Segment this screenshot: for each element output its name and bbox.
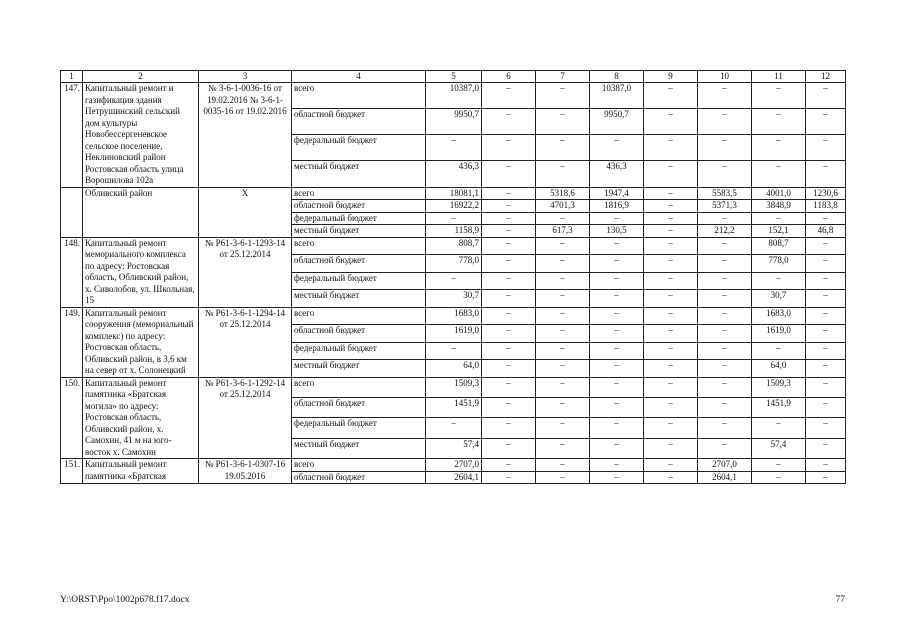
value-cell: – bbox=[482, 459, 536, 472]
value-cell: – bbox=[644, 272, 698, 290]
value-cell: – bbox=[426, 272, 482, 290]
value-cell: – bbox=[644, 438, 698, 458]
value-cell: – bbox=[482, 109, 536, 135]
funding-source: местный бюджет bbox=[292, 161, 426, 187]
value-cell: – bbox=[536, 377, 590, 397]
value-cell: 64,0 bbox=[752, 360, 806, 378]
value-cell: – bbox=[752, 109, 806, 135]
value-cell: 1816,9 bbox=[590, 200, 644, 213]
value-cell: – bbox=[806, 135, 846, 161]
value-cell: – bbox=[482, 187, 536, 200]
object-name: Капитальный ремонт памятника «Братская bbox=[83, 459, 199, 484]
value-cell: 9950,7 bbox=[590, 109, 644, 135]
value-cell: 1683,0 bbox=[426, 307, 482, 325]
value-cell: – bbox=[644, 237, 698, 255]
document-code: № Р61-3-6-1-1294-14 от 25.12.2014 bbox=[199, 307, 292, 377]
value-cell: 436,3 bbox=[590, 161, 644, 187]
value-cell: – bbox=[536, 161, 590, 187]
value-cell: – bbox=[698, 377, 752, 397]
value-cell: 64,0 bbox=[426, 360, 482, 378]
value-cell: – bbox=[698, 135, 752, 161]
funding-source: местный бюджет bbox=[292, 225, 426, 238]
value-cell: – bbox=[644, 212, 698, 225]
value-cell: – bbox=[644, 377, 698, 397]
value-cell: – bbox=[590, 438, 644, 458]
value-cell: – bbox=[644, 471, 698, 484]
value-cell: – bbox=[644, 255, 698, 273]
funding-source: федеральный бюджет bbox=[292, 342, 426, 360]
table-row bbox=[61, 377, 846, 397]
value-cell: – bbox=[590, 212, 644, 225]
funding-source: всего bbox=[292, 377, 426, 397]
value-cell: – bbox=[590, 272, 644, 290]
column-header: 9 bbox=[644, 71, 698, 83]
value-cell: – bbox=[536, 397, 590, 417]
funding-source: всего bbox=[292, 187, 426, 200]
value-cell: – bbox=[752, 161, 806, 187]
row-index bbox=[61, 187, 83, 237]
value-cell: 130,5 bbox=[590, 225, 644, 238]
document-code: № Р61-3-6-1-0307-16 19.05.2016 bbox=[199, 459, 292, 484]
value-cell: 1947,4 bbox=[590, 187, 644, 200]
object-name: Обливский район bbox=[83, 187, 199, 237]
value-cell: 212,2 bbox=[698, 225, 752, 238]
column-header: 1 bbox=[61, 71, 83, 83]
value-cell: – bbox=[698, 397, 752, 417]
value-cell: 10387,0 bbox=[426, 83, 482, 109]
column-header: 6 bbox=[482, 71, 536, 83]
value-cell: – bbox=[806, 418, 846, 438]
value-cell: 1619,0 bbox=[752, 325, 806, 343]
value-cell: – bbox=[806, 459, 846, 472]
table-row bbox=[61, 237, 846, 255]
value-cell: 4001,0 bbox=[752, 187, 806, 200]
document-code: Х bbox=[199, 187, 292, 237]
row-index: 147. bbox=[61, 83, 83, 188]
value-cell: – bbox=[752, 212, 806, 225]
value-cell: 2707,0 bbox=[698, 459, 752, 472]
value-cell: – bbox=[806, 272, 846, 290]
value-cell: – bbox=[482, 135, 536, 161]
row-index: 149. bbox=[61, 307, 83, 377]
row-index: 150. bbox=[61, 377, 83, 459]
column-header: 7 bbox=[536, 71, 590, 83]
value-cell: – bbox=[536, 471, 590, 484]
value-cell: – bbox=[806, 397, 846, 417]
table-row bbox=[61, 307, 846, 325]
value-cell: – bbox=[806, 109, 846, 135]
column-header: 4 bbox=[292, 71, 426, 83]
column-header: 10 bbox=[698, 71, 752, 83]
value-cell: 4701,3 bbox=[536, 200, 590, 213]
funding-source: областной бюджет bbox=[292, 471, 426, 484]
value-cell: – bbox=[590, 418, 644, 438]
value-cell: – bbox=[536, 290, 590, 308]
column-header: 2 bbox=[83, 71, 199, 83]
value-cell: – bbox=[644, 397, 698, 417]
value-cell: – bbox=[806, 237, 846, 255]
funding-source: федеральный бюджет bbox=[292, 135, 426, 161]
funding-source: федеральный бюджет bbox=[292, 212, 426, 225]
value-cell: – bbox=[644, 325, 698, 343]
funding-source: всего bbox=[292, 83, 426, 109]
value-cell: 16922,2 bbox=[426, 200, 482, 213]
value-cell: 9950,7 bbox=[426, 109, 482, 135]
value-cell: – bbox=[482, 307, 536, 325]
value-cell: – bbox=[644, 307, 698, 325]
column-header: 3 bbox=[199, 71, 292, 83]
row-index: 148. bbox=[61, 237, 83, 307]
value-cell: – bbox=[482, 83, 536, 109]
value-cell: – bbox=[698, 255, 752, 273]
value-cell: 778,0 bbox=[752, 255, 806, 273]
value-cell: – bbox=[482, 237, 536, 255]
value-cell: – bbox=[806, 290, 846, 308]
value-cell: 1183,8 bbox=[806, 200, 846, 213]
value-cell: – bbox=[536, 459, 590, 472]
value-cell: – bbox=[590, 135, 644, 161]
value-cell: – bbox=[752, 342, 806, 360]
value-cell: – bbox=[698, 272, 752, 290]
column-header: 8 bbox=[590, 71, 644, 83]
value-cell: – bbox=[698, 290, 752, 308]
object-name: Капитальный ремонт памятника «Братская могила» по адресу: Ростовская область, Обливский район, х. Самохин, 41 м на юго-восток х. Самохин bbox=[83, 377, 199, 459]
value-cell: – bbox=[644, 161, 698, 187]
value-cell: – bbox=[752, 471, 806, 484]
funding-source: федеральный бюджет bbox=[292, 418, 426, 438]
value-cell: – bbox=[698, 438, 752, 458]
value-cell: – bbox=[698, 418, 752, 438]
value-cell: 1509,3 bbox=[752, 377, 806, 397]
column-header: 5 bbox=[426, 71, 482, 83]
column-header: 11 bbox=[752, 71, 806, 83]
value-cell: 30,7 bbox=[752, 290, 806, 308]
value-cell: – bbox=[426, 212, 482, 225]
table-row bbox=[61, 459, 846, 472]
funding-source: всего bbox=[292, 459, 426, 472]
value-cell: – bbox=[752, 83, 806, 109]
funding-source: местный бюджет bbox=[292, 438, 426, 458]
value-cell: – bbox=[806, 377, 846, 397]
funding-source: местный бюджет bbox=[292, 360, 426, 378]
value-cell: 46,8 bbox=[806, 225, 846, 238]
value-cell: 1451,9 bbox=[426, 397, 482, 417]
value-cell: 57,4 bbox=[426, 438, 482, 458]
value-cell: – bbox=[482, 161, 536, 187]
value-cell: – bbox=[590, 397, 644, 417]
funding-source: областной бюджет bbox=[292, 397, 426, 417]
value-cell: 2604,1 bbox=[698, 471, 752, 484]
value-cell: – bbox=[482, 325, 536, 343]
value-cell: – bbox=[536, 360, 590, 378]
value-cell: – bbox=[536, 438, 590, 458]
value-cell: – bbox=[482, 438, 536, 458]
value-cell: 617,3 bbox=[536, 225, 590, 238]
value-cell: – bbox=[644, 187, 698, 200]
value-cell: 2707,0 bbox=[426, 459, 482, 472]
budget-table bbox=[60, 70, 846, 484]
value-cell: – bbox=[426, 135, 482, 161]
value-cell: 808,7 bbox=[752, 237, 806, 255]
value-cell: 778,0 bbox=[426, 255, 482, 273]
value-cell: – bbox=[482, 272, 536, 290]
value-cell: – bbox=[482, 418, 536, 438]
value-cell: – bbox=[644, 83, 698, 109]
table-row bbox=[61, 187, 846, 200]
value-cell: 436,3 bbox=[426, 161, 482, 187]
value-cell: – bbox=[590, 459, 644, 472]
value-cell: – bbox=[644, 109, 698, 135]
value-cell: – bbox=[644, 418, 698, 438]
value-cell: – bbox=[426, 418, 482, 438]
value-cell: – bbox=[482, 200, 536, 213]
value-cell: 152,1 bbox=[752, 225, 806, 238]
value-cell: – bbox=[536, 418, 590, 438]
value-cell: – bbox=[698, 109, 752, 135]
value-cell: – bbox=[482, 342, 536, 360]
value-cell: – bbox=[806, 161, 846, 187]
value-cell: – bbox=[644, 360, 698, 378]
value-cell: 1619,0 bbox=[426, 325, 482, 343]
value-cell: – bbox=[806, 360, 846, 378]
value-cell: 1683,0 bbox=[752, 307, 806, 325]
value-cell: – bbox=[536, 272, 590, 290]
value-cell: – bbox=[590, 307, 644, 325]
value-cell: – bbox=[536, 135, 590, 161]
value-cell: – bbox=[752, 135, 806, 161]
value-cell: – bbox=[806, 83, 846, 109]
value-cell: – bbox=[590, 237, 644, 255]
value-cell: – bbox=[644, 290, 698, 308]
header-row bbox=[61, 71, 846, 83]
value-cell: – bbox=[698, 212, 752, 225]
value-cell: – bbox=[806, 342, 846, 360]
value-cell: – bbox=[482, 360, 536, 378]
value-cell: – bbox=[590, 377, 644, 397]
value-cell: – bbox=[644, 342, 698, 360]
value-cell: 3848,9 bbox=[752, 200, 806, 213]
value-cell: – bbox=[806, 471, 846, 484]
value-cell: – bbox=[590, 360, 644, 378]
value-cell: – bbox=[482, 397, 536, 417]
value-cell: – bbox=[536, 237, 590, 255]
funding-source: областной бюджет bbox=[292, 255, 426, 273]
value-cell: – bbox=[590, 255, 644, 273]
value-cell: – bbox=[590, 325, 644, 343]
value-cell: 1158,9 bbox=[426, 225, 482, 238]
value-cell: – bbox=[482, 471, 536, 484]
value-cell: 5371,3 bbox=[698, 200, 752, 213]
value-cell: – bbox=[698, 237, 752, 255]
value-cell: 1230,6 bbox=[806, 187, 846, 200]
value-cell: – bbox=[590, 290, 644, 308]
value-cell: 2604,1 bbox=[426, 471, 482, 484]
value-cell: – bbox=[698, 83, 752, 109]
value-cell: – bbox=[536, 212, 590, 225]
value-cell: 5318,6 bbox=[536, 187, 590, 200]
value-cell: 18081,1 bbox=[426, 187, 482, 200]
value-cell: – bbox=[806, 438, 846, 458]
funding-source: областной бюджет bbox=[292, 109, 426, 135]
value-cell: – bbox=[426, 342, 482, 360]
value-cell: – bbox=[698, 342, 752, 360]
funding-source: областной бюджет bbox=[292, 325, 426, 343]
object-name: Капитальный ремонт и газификация здания Петрушинский сельский дом культуры Новобессергеневское сельское поселение, Неклиновский район Ростовская область улица Ворошилова 102а bbox=[83, 83, 199, 188]
value-cell: 30,7 bbox=[426, 290, 482, 308]
row-index: 151. bbox=[61, 459, 83, 484]
value-cell: – bbox=[806, 212, 846, 225]
document-code: № Р61-3-6-1-1292-14 от 25.12.2014 bbox=[199, 377, 292, 459]
value-cell: – bbox=[482, 377, 536, 397]
value-cell: – bbox=[644, 225, 698, 238]
value-cell: – bbox=[482, 290, 536, 308]
value-cell: – bbox=[644, 135, 698, 161]
object-name: Капитальный ремонт мемориального комплекса по адресу: Ростовская область, Обливский район, х. Сиволобов, ул. Школьная, 15 bbox=[83, 237, 199, 307]
object-name: Капитальный ремонт сооружения (мемориальный комплекс) по адресу: Ростовская область, Обливский район, в 3,6 км на север от х. Солонецкий bbox=[83, 307, 199, 377]
value-cell: 57,4 bbox=[752, 438, 806, 458]
funding-source: местный бюджет bbox=[292, 290, 426, 308]
value-cell: – bbox=[752, 272, 806, 290]
table-row bbox=[61, 83, 846, 109]
value-cell: – bbox=[482, 212, 536, 225]
funding-source: федеральный бюджет bbox=[292, 272, 426, 290]
document-code: № 3-6-1-0036-16 от 19.02.2016 № 3-6-1-0035-16 от 19.02.2016 bbox=[199, 83, 292, 188]
column-header: 12 bbox=[806, 71, 846, 83]
footer-file-path: Y:\ORST\Ppo\1002p678.f17.docx bbox=[60, 595, 190, 605]
value-cell: – bbox=[752, 459, 806, 472]
footer-page-number: 77 bbox=[835, 595, 845, 605]
value-cell: – bbox=[536, 255, 590, 273]
value-cell: 808,7 bbox=[426, 237, 482, 255]
funding-source: всего bbox=[292, 237, 426, 255]
value-cell: – bbox=[644, 459, 698, 472]
value-cell: 10387,0 bbox=[590, 83, 644, 109]
value-cell: – bbox=[536, 342, 590, 360]
funding-source: областной бюджет bbox=[292, 200, 426, 213]
value-cell: – bbox=[698, 161, 752, 187]
value-cell: – bbox=[536, 307, 590, 325]
funding-source: всего bbox=[292, 307, 426, 325]
value-cell: 1451,9 bbox=[752, 397, 806, 417]
value-cell: – bbox=[482, 225, 536, 238]
value-cell: – bbox=[536, 109, 590, 135]
value-cell: – bbox=[482, 255, 536, 273]
value-cell: – bbox=[806, 307, 846, 325]
value-cell: – bbox=[698, 325, 752, 343]
value-cell: 1509,3 bbox=[426, 377, 482, 397]
value-cell: – bbox=[698, 307, 752, 325]
value-cell: 5583,5 bbox=[698, 187, 752, 200]
value-cell: – bbox=[698, 360, 752, 378]
value-cell: – bbox=[536, 83, 590, 109]
value-cell: – bbox=[590, 342, 644, 360]
value-cell: – bbox=[806, 325, 846, 343]
value-cell: – bbox=[536, 325, 590, 343]
document-code: № Р61-3-6-1-1293-14 от 25.12.2014 bbox=[199, 237, 292, 307]
value-cell: – bbox=[590, 471, 644, 484]
value-cell: – bbox=[644, 200, 698, 213]
value-cell: – bbox=[752, 418, 806, 438]
value-cell: – bbox=[806, 255, 846, 273]
